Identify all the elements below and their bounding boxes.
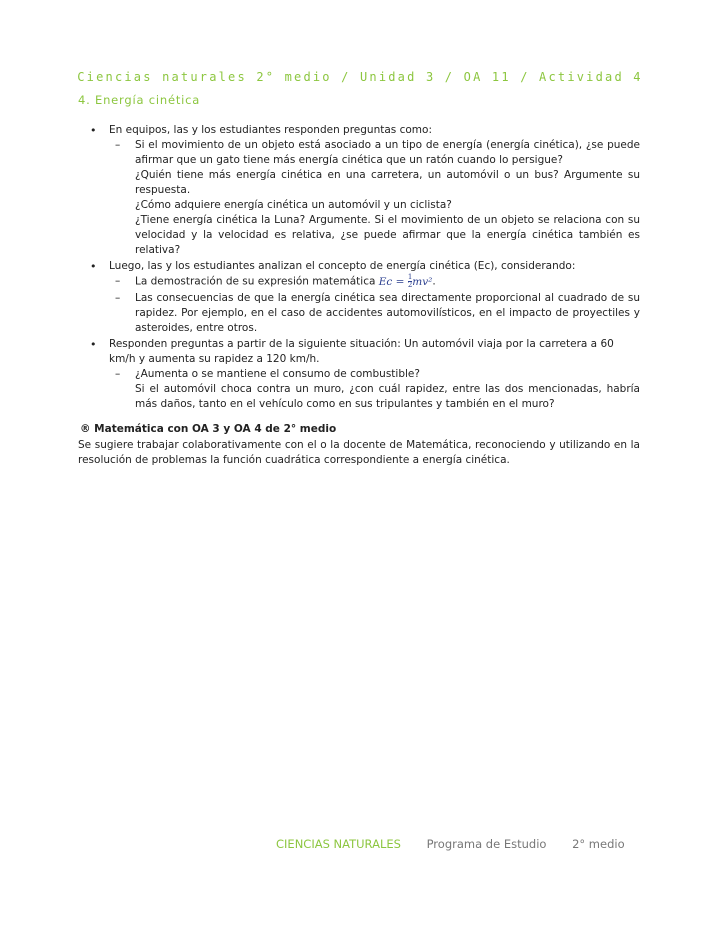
dash-list (109, 138, 640, 258)
kinetic-energy-formula (378, 273, 436, 289)
formula-rhs: mv² (412, 275, 433, 288)
dash-item (109, 367, 640, 412)
bullet-item (78, 123, 640, 258)
question: ¿Cómo adquiere energía cinética un automóvil y un ciclista? (135, 199, 452, 211)
dash-list (109, 274, 640, 336)
dash-item (109, 274, 640, 290)
dash-item (109, 138, 640, 258)
footer-subject: CIENCIAS NATURALES (276, 837, 401, 851)
bullet-item (78, 259, 640, 336)
footer-grade: 2° medio (572, 837, 625, 851)
page-footer (276, 837, 625, 851)
question: – ¿Aumenta o se mantiene el consumo de combustible? (135, 367, 420, 380)
section-title: 4. Energía cinética (78, 93, 201, 107)
bullet-list (78, 123, 640, 412)
bullet-text: En equipos, las y los estudiantes responden preguntas como: (109, 124, 432, 136)
bullet-item (78, 337, 640, 412)
math-connection-text: Se sugiere trabajar colaborativamente con el o la docente de Matemática, reconociendo y utilizando en la resolución de problemas la función cuadrática correspondiente a energía cinética. (78, 438, 640, 466)
footer-program: Programa de Estudio (426, 837, 547, 851)
dash-text: La demostración de su expresión matemática (135, 275, 376, 288)
question: ¿Tiene energía cinética la Luna? Argumente. Si el movimiento de un objeto se relaciona con su velocidad y la velocidad es relativa, ¿se puede afirmar que la energía cinética también es relativa? (135, 214, 640, 256)
activity-content (78, 123, 640, 468)
formula-equals: = (395, 275, 405, 288)
dash-item (109, 291, 640, 336)
dash-list (109, 367, 640, 412)
formula-lhs: Ec (378, 275, 393, 288)
question: ¿Quién tiene más energía cinética en una carretera, un automóvil o un bus? Argumente su respuesta. (135, 169, 640, 196)
bullet-text: Luego, las y los estudiantes analizan el concepto de energía cinética (Ec), considerando: (109, 260, 576, 272)
question: – Si el movimiento de un objeto está asociado a un tipo de energía (energía cinética), ¿se puede afirmar que un gato tiene más energía cinética que un ratón cuando lo persigue? (135, 139, 640, 166)
page-breadcrumb: Ciencias naturales 2° medio / Unidad 3 / OA 11 / Actividad 4 (77, 70, 643, 84)
dash-text: Las consecuencias de que la energía cinética sea directamente proporcional al cuadrado de su rapidez. Por ejemplo, en el caso de accidentes automovilísticos, en el impacto de proyectiles y asteroides, entre otros. (135, 291, 640, 334)
question: Si el automóvil choca contra un muro, ¿con cuál rapidez, entre las dos mencionadas, habría más daños, tanto en el vehículo como en sus tripulantes y también en el muro? (135, 382, 640, 410)
formula-end: . (432, 275, 436, 288)
fraction-numerator: 1 (407, 273, 413, 281)
math-connection-title: ® Matemática con OA 3 y OA 4 de 2° medio (80, 422, 337, 435)
fraction-denominator: 2 (407, 281, 413, 289)
bullet-text: Responden preguntas a partir de la siguiente situación: Un automóvil viaja por la carretera a 60 km/h y aumenta su rapidez a 120 km/h. (109, 337, 614, 365)
